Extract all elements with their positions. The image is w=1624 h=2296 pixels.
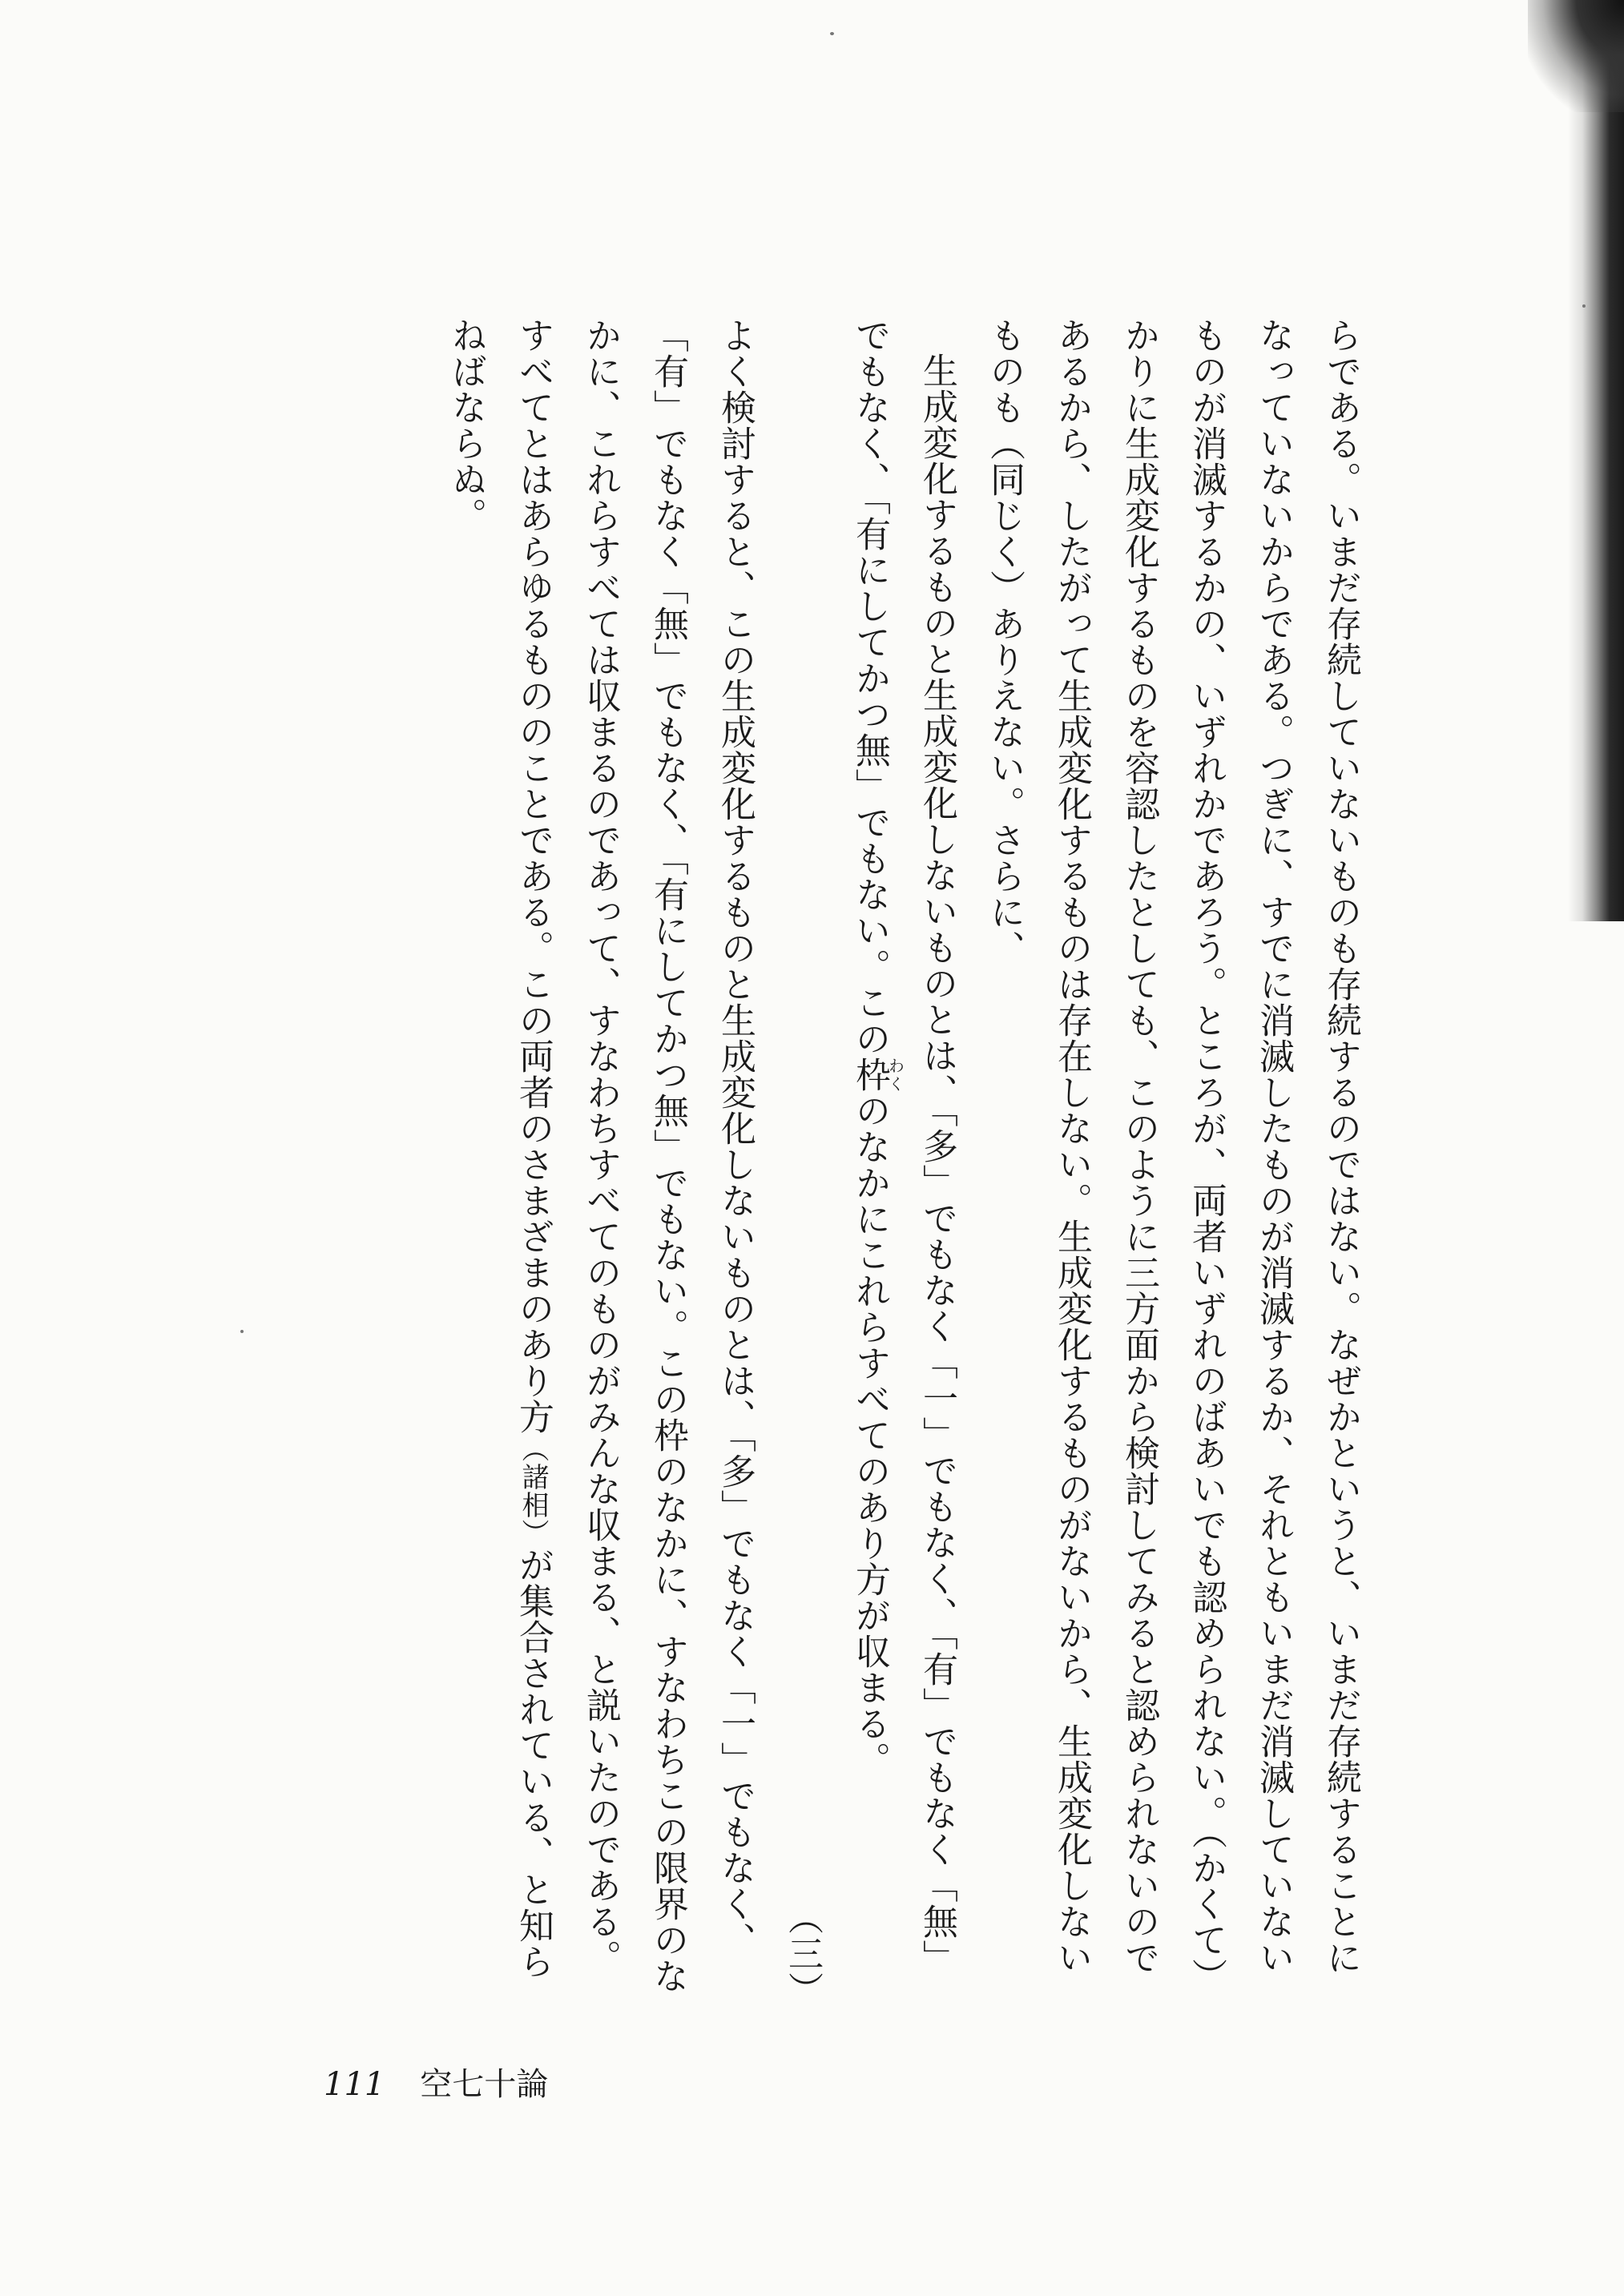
page-footer — [324, 2059, 548, 2105]
scan-speck — [830, 32, 834, 35]
body-text-run: 生成変化するものと生成変化しないものとは、「多」でもなく「一」でもなく、「有」でもなく「無」でもなく、「有にしてかつ無」でもない。この — [849, 317, 957, 1976]
scan-speck — [1582, 304, 1586, 308]
body-line: ことになっていないからである。つぎに、すでに消滅したものが消滅するか、それともいまだ消 — [1253, 317, 1361, 1976]
body-text-run: のなかにこれらすべてのあり方が収まる。 — [849, 1093, 890, 1778]
ruby-reading: わく — [885, 1057, 905, 1093]
ruby-base: 枠 — [849, 1057, 890, 1093]
body-text — [140, 317, 1374, 2008]
inline-note: （諸相） — [517, 1435, 549, 1547]
page-number: 111 — [324, 2066, 385, 2103]
body-text-run: よく検討すると、この生成変化するものと生成変化しないものとは、「多」でもなく「一」でもなく、「有」でもなく「無」でもなく、「有にしてかつ無」でもない。この枠のなかに、すなわちこの限界のなかに、これらすべては収まるのであって、すなわちすべてのものがみんな収まる、と説いたのである。すべてとはあらゆるもののことである。この両者のさまざまのあり方 — [513, 317, 756, 1994]
body-line: るものがないから、生成変化しないものも（同じく）ありえない。さらに、 — [984, 317, 1092, 1976]
body-line: らである。いまだ存続していないものも存続するのではない。なぜかというと、いまだ存続する — [1320, 317, 1361, 1867]
paragraph-1 — [970, 317, 1374, 2008]
section-marker: （三） — [782, 1899, 823, 2008]
paragraph-3 — [432, 317, 768, 2008]
binding-shadow-corner — [1528, 0, 1624, 112]
body-line: 滅していないものが消滅するかの、いずれかであろう。ところが、両者いずれのばあいでも認め — [1186, 317, 1294, 1976]
running-title: 空七十論 — [420, 2066, 549, 2103]
binding-shadow — [1552, 0, 1624, 921]
paragraph-2 — [836, 317, 970, 2008]
body-line: られない。（かくて）かりに生成変化するものを容認したとしても、このように三方面から検討 — [1118, 317, 1227, 1994]
body-line: してみると認められないのであるから、したがって生成変化するものは存在しない。生成変化す — [1051, 317, 1159, 1976]
ruby-annotation — [849, 1057, 905, 1093]
body-text-run: が集合されている、と知らねばならぬ。 — [445, 317, 554, 1980]
